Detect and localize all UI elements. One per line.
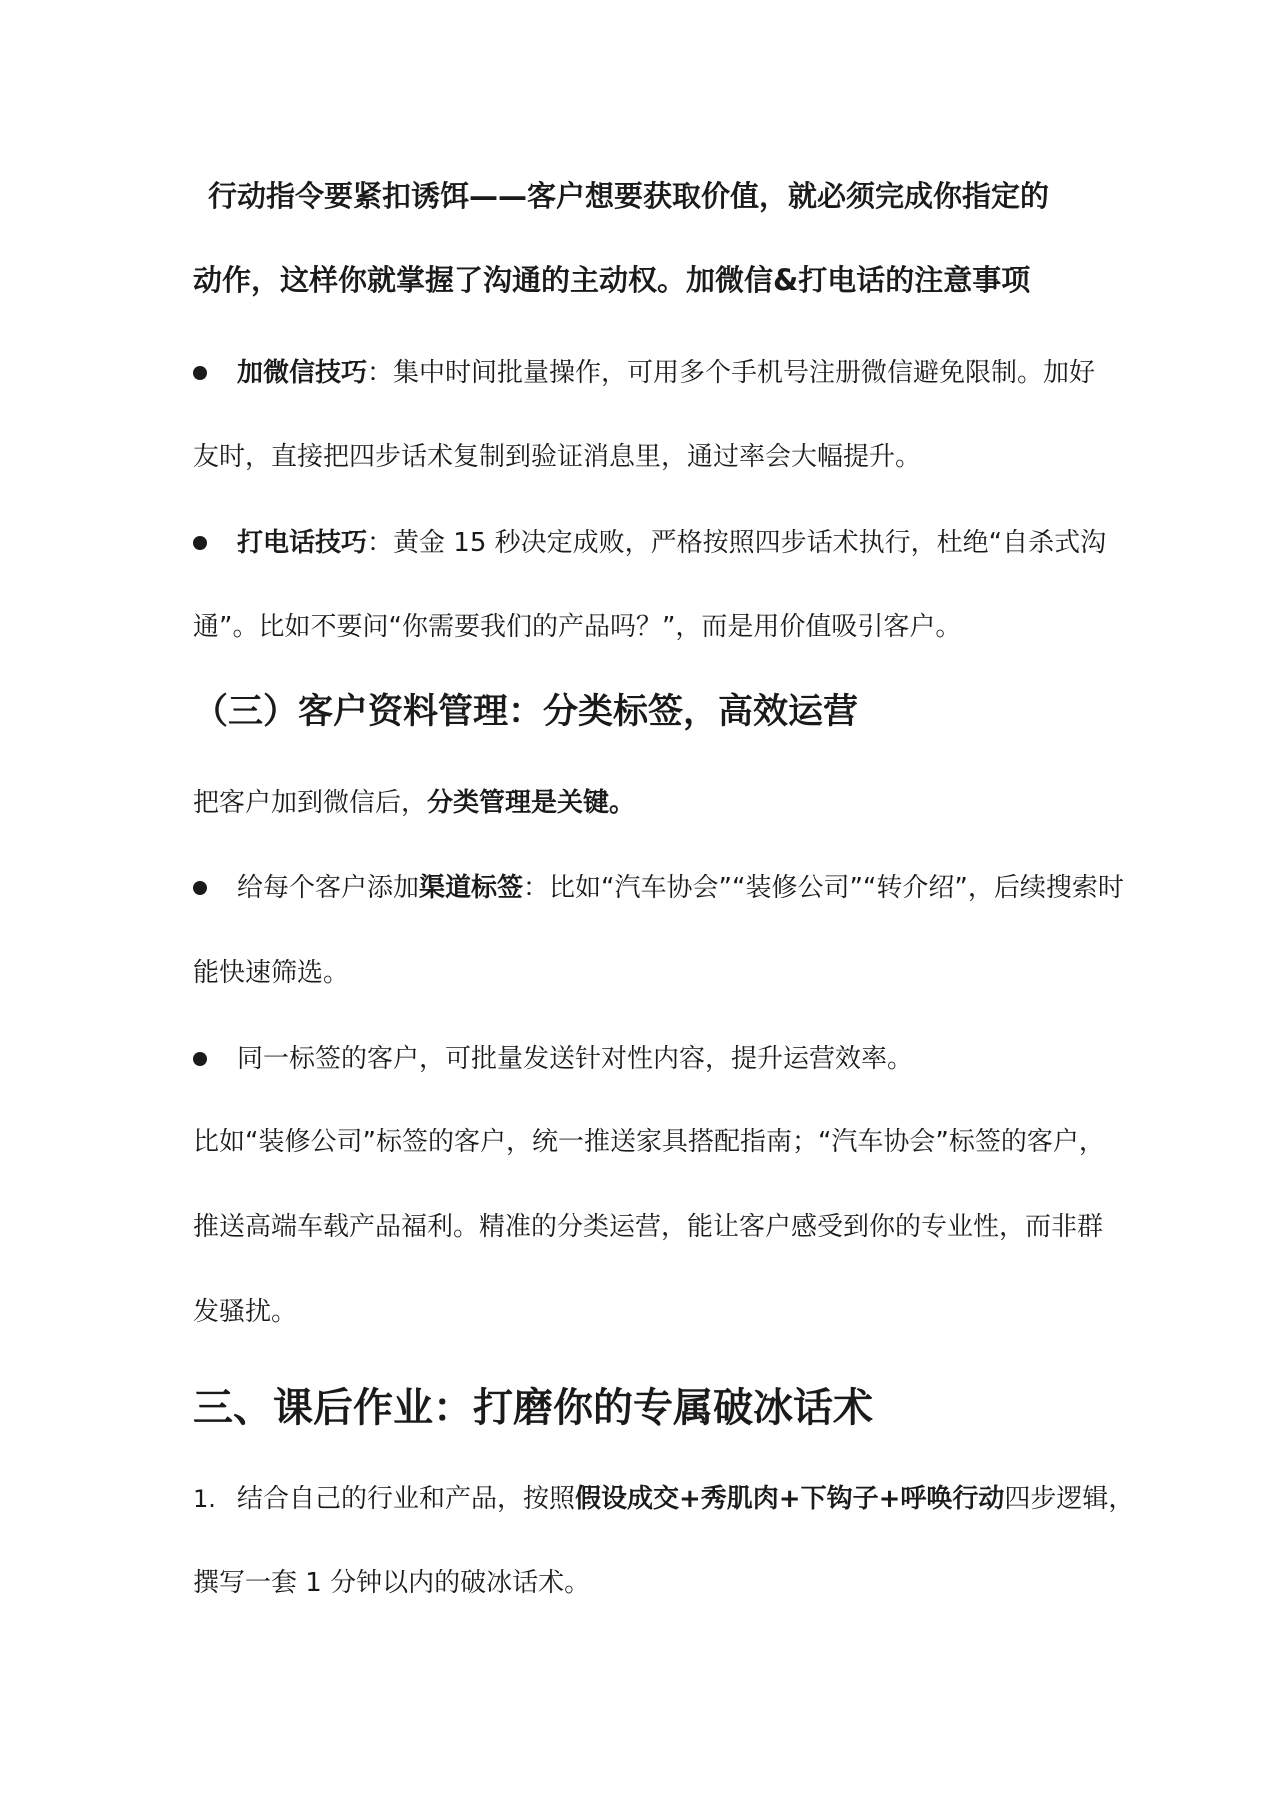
- example-line-1: 比如“装修公司”标签的客户，统一推送家具搭配指南；“汽车协会”标签的客户，: [193, 1127, 1105, 1157]
- channel-tag-tip: [237, 868, 1124, 908]
- wechat-tip-label: 加微信技巧: [237, 358, 368, 388]
- wechat-tip-text: ：集中时间批量操作，可用多个手机号注册微信避免限制。加好: [367, 358, 1096, 388]
- phone-tip-label: 打电话技巧: [237, 528, 368, 558]
- channel-tag-bold: 渠道标签: [419, 873, 524, 903]
- example-line-2: 推送高端车载产品福利。精准的分类运营，能让客户感受到你的专业性，而非群: [193, 1212, 1104, 1242]
- section-3-intro-text: 把客户加到微信后，: [193, 788, 428, 818]
- intro-line-2: 动作，这样你就掌握了沟通的主动权。加微信&打电话的注意事项: [193, 263, 1031, 297]
- homework-item-1: [237, 1479, 1135, 1519]
- phone-tip-text: ：黄金 15 秒决定成败，严格按照四步话术执行，杜绝“自杀式沟: [367, 528, 1107, 558]
- homework-item-line-2: 撰写一套 1 分钟以内的破冰话术。: [193, 1568, 591, 1598]
- batch-send-tip: 同一标签的客户，可批量发送针对性内容，提升运营效率。: [237, 1044, 914, 1074]
- bullet-icon: [193, 536, 207, 550]
- channel-tag-pre: 给每个客户添加: [237, 873, 420, 903]
- section-3-intro: [193, 783, 1093, 823]
- section-3-heading: （三）客户资料管理：分类标签，高效运营: [193, 692, 859, 732]
- wechat-tip: [237, 353, 1096, 393]
- phone-tip: [237, 523, 1107, 563]
- phone-tip-line-2: 通”。比如不要问“你需要我们的产品吗？”，而是用价值吸引客户。: [193, 612, 962, 642]
- homework-item-bold: 假设成交+秀肌肉+下钩子+呼唤行动: [575, 1484, 1005, 1514]
- homework-item-pre: 结合自己的行业和产品，按照: [237, 1484, 576, 1514]
- bullet-icon: [193, 366, 207, 380]
- example-line-3: 发骚扰。: [193, 1297, 298, 1327]
- homework-heading: 三、课后作业：打磨你的专属破冰话术: [193, 1385, 873, 1431]
- section-3-intro-bold: 分类管理是关键。: [427, 788, 636, 818]
- channel-tag-post: ：比如“汽车协会”“装修公司”“转介绍”，后续搜索时: [523, 873, 1124, 903]
- bullet-icon: [193, 1052, 207, 1066]
- channel-tag-line-2: 能快速筛选。: [193, 958, 350, 988]
- wechat-tip-line-2: 友时，直接把四步话术复制到验证消息里，通过率会大幅提升。: [193, 442, 922, 472]
- intro-line-1: 行动指令要紧扣诱饵——客户想要获取价值，就必须完成你指定的: [208, 179, 1050, 213]
- homework-item-post: 四步逻辑，: [1004, 1484, 1135, 1514]
- list-number: 1.: [193, 1485, 216, 1513]
- bullet-icon: [193, 881, 207, 895]
